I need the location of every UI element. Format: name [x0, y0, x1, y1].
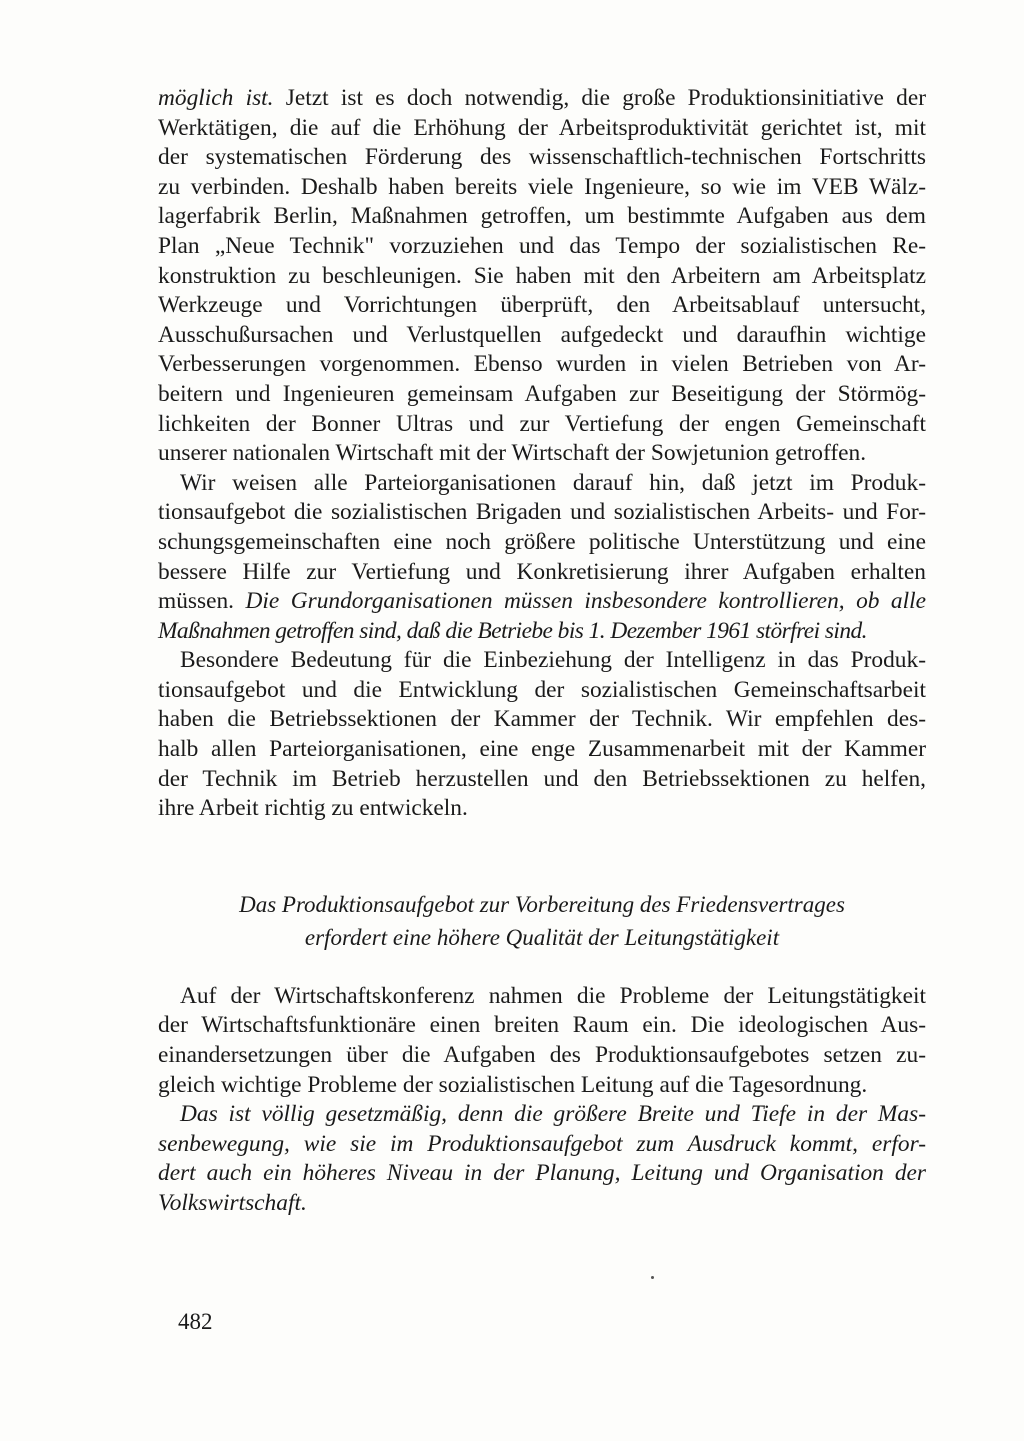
paragraph-5 [158, 1100, 926, 1218]
text-line: Verbesserungen vorgenommen. Ebenso wurden in vielen Betrieben von Ar- [158, 351, 926, 378]
paragraph-1 [158, 84, 926, 469]
text-line: zu verbinden. Deshalb haben bereits viele Ingenieure, so wie im VEB Wälz- [158, 173, 926, 200]
text-line: Auf der Wirtschaftskonferenz nahmen die Probleme der Leitungstätigkeit [180, 982, 926, 1009]
text-line: Besondere Bedeutung für die Einbeziehung der Intelligenz in das Produk- [180, 647, 926, 674]
text-line: haben die Betriebssektionen der Kammer der Technik. Wir empfehlen des- [158, 706, 926, 733]
italic-text-line: Volkswirtschaft. [158, 1190, 307, 1216]
text-line: der Wirtschaftsfunktionäre einen breiten Raum ein. Die ideologischen Aus- [158, 1012, 926, 1039]
text-line: Werkzeuge und Vorrichtungen überprüft, den Arbeitsablauf untersucht, [158, 292, 926, 319]
heading-line: erfordert eine höhere Qualität der Leitungstätigkeit [304, 924, 780, 950]
text-line: bessere Hilfe zur Vertiefung und Konkretisierung ihrer Aufgaben erhalten [158, 558, 926, 585]
paragraph-3 [158, 646, 926, 824]
italic-text-line: Maßnahmen getroffen sind, daß die Betriebe bis 1. Dezember 1961 störfrei sind. [158, 617, 867, 644]
italic-text-line: Das ist völlig gesetzmäßig, denn die größere Breite und Tiefe in der Mas- [180, 1101, 926, 1128]
paragraph-4 [158, 982, 926, 1100]
text-line: ihre Arbeit richtig zu entwickeln. [158, 795, 468, 822]
text-line: schungsgemeinschaften eine noch größere politische Unterstützung und eine [158, 528, 926, 555]
text-line: der systematischen Förderung des wissenschaftlich-technischen Fortschritts [158, 144, 926, 171]
text-line: Plan „Neue Technik" vorzuziehen und das Tempo der sozialistischen Re- [158, 232, 926, 259]
text-line: Wir weisen alle Parteiorganisationen darauf hin, daß jetzt im Produk- [180, 469, 926, 496]
italic-text-line: dert auch ein höheres Niveau in der Planung, Leitung und Organisation der [158, 1160, 926, 1187]
italic-text-line: senbewegung, wie sie im Produktionsaufgebot zum Ausdruck kommt, erfor- [158, 1130, 926, 1157]
text-line: der Technik im Betrieb herzustellen und den Betriebssektionen zu helfen, [158, 765, 926, 792]
text-line: einandersetzungen über die Aufgaben des Produktionsaufgebotes setzen zu- [158, 1042, 926, 1069]
text-line: unserer nationalen Wirtschaft mit der Wirtschaft der Sowjetunion getroffen. [158, 440, 867, 467]
text-line: tionsaufgebot und die Entwicklung der sozialistischen Gemeinschaftsarbeit [158, 676, 926, 703]
text-line: gleich wichtige Probleme der sozialistischen Leitung auf die Tagesordnung. [158, 1071, 868, 1098]
text-line: lichkeiten der Bonner Ultras und zur Vertiefung der engen Gemeinschaft [158, 410, 926, 437]
text-line: beitern und Ingenieuren gemeinsam Aufgaben zur Beseitigung der Störmög- [158, 380, 926, 407]
italic-text: möglich ist. [158, 85, 274, 111]
text-line: halb allen Parteiorganisationen, eine enge Zusammenarbeit mit der Kammer [158, 736, 926, 763]
text-line: tionsaufgebot die sozialistischen Brigaden und sozialistischen Arbeits- und For- [158, 499, 926, 526]
text-run: Jetzt ist es doch notwendig, die große Produktionsinitiative der [273, 85, 926, 111]
heading-line: Das Produktionsaufgebot zur Vorbereitung des Friedensvertrages [239, 891, 845, 917]
italic-text: Die Grundorganisationen müssen insbesondere kontrollieren, ob alle [245, 588, 926, 615]
page-number: 482 [178, 1309, 213, 1334]
print-speck [651, 1276, 654, 1279]
section-heading [158, 864, 926, 954]
text-line: lagerfabrik Berlin, Maßnahmen getroffen, um bestimmte Aufgaben aus dem [158, 203, 926, 230]
text-line [158, 84, 926, 114]
paragraph-2 [158, 469, 926, 647]
text-line: konstruktion zu beschleunigen. Sie haben mit den Arbeitern am Arbeitsplatz [158, 262, 926, 289]
text-line: Ausschußursachen und Verlustquellen aufgedeckt und daraufhin wichtige [158, 321, 926, 348]
text-run: müssen. [158, 588, 246, 615]
text-line: Werktätigen, die auf die Erhöhung der Arbeitsproduktivität gerichtet ist, mit [158, 114, 926, 141]
document-page [158, 84, 926, 1219]
text-line [158, 587, 926, 617]
